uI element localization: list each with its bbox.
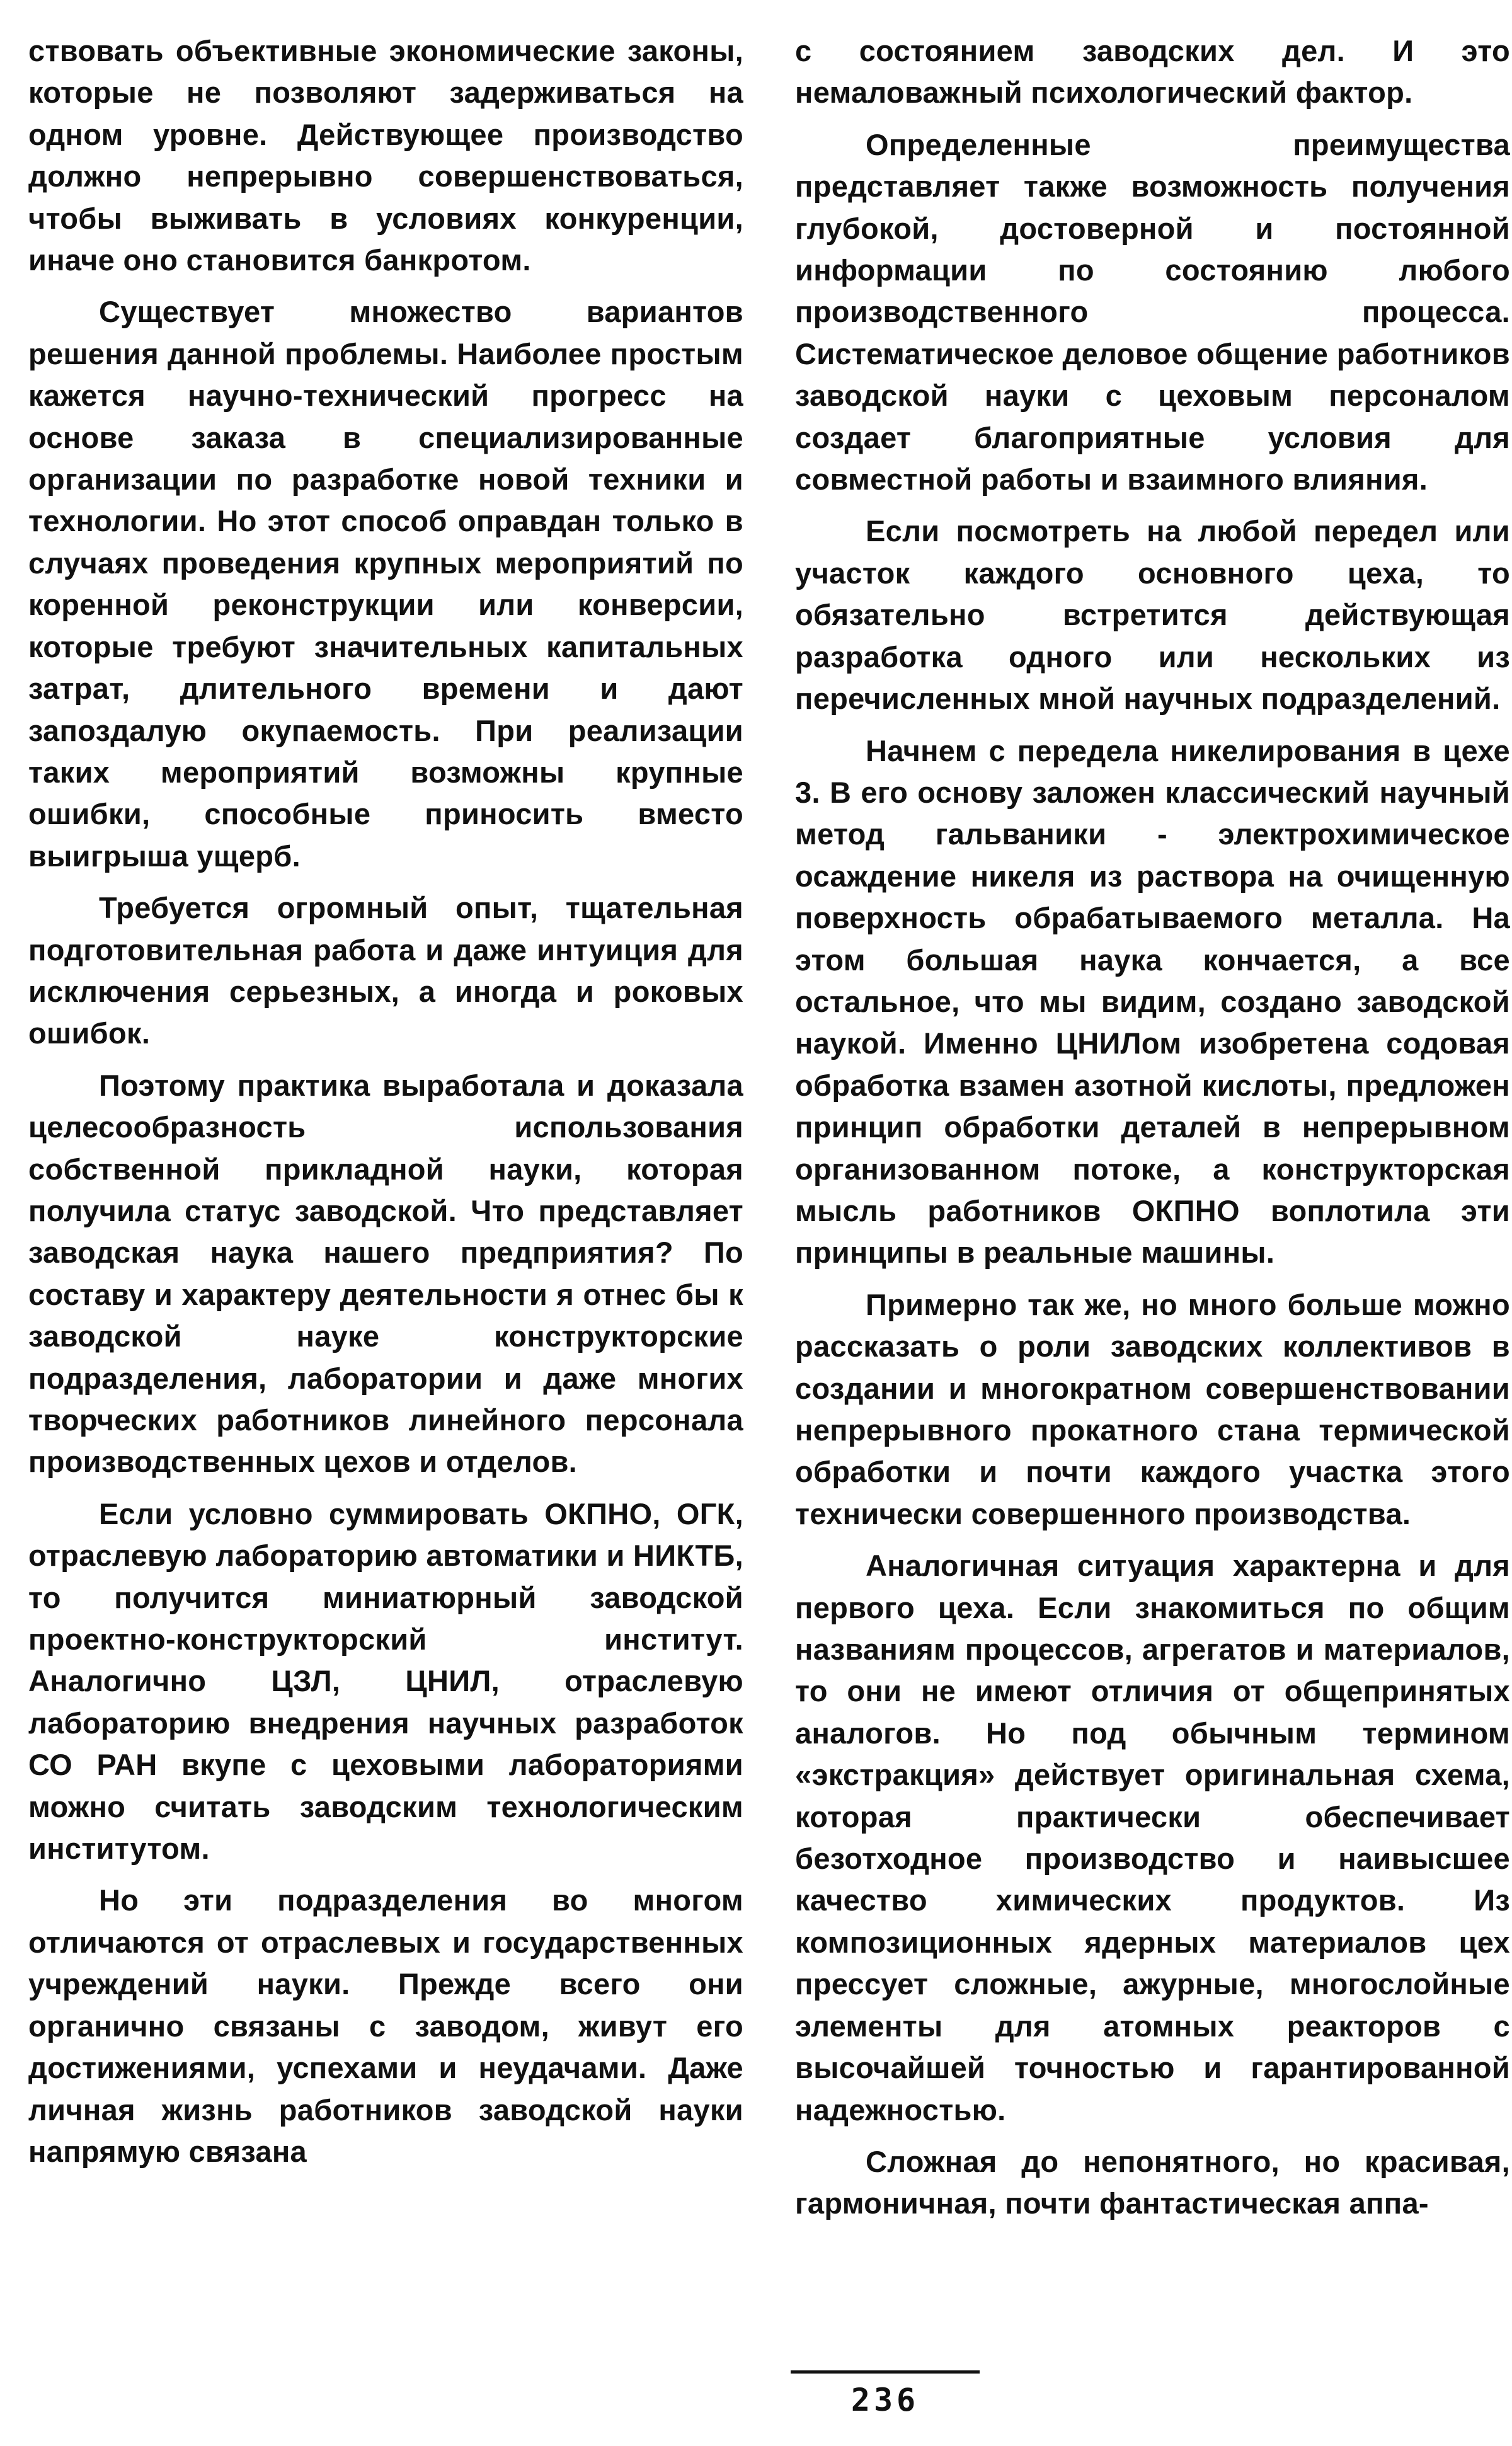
paragraph: Поэтому практика выработала и доказала целесообразность использования собственной прикладной науки, которая получила статус заводской. Что представляет заводская наука нашего предприятия? По составу и характеру деятельности я отнес бы к заводской науке конструкторские подразделения, лаборатории и даже многих творческих работников линейного персонала производственных цехов и отделов. — [28, 1068, 743, 1479]
left-column — [28, 30, 743, 2183]
right-column — [795, 30, 1510, 2235]
page-number: 236 — [850, 2382, 920, 2418]
footer-rule — [791, 2370, 980, 2374]
paragraph: Существует множество вариантов решения данной проблемы. Наиболее простым кажется научно-технический прогресс на основе заказа в специализированные организации по разработке новой техники и технологии. Но этот способ оправдан только в случаях проведения крупных мероприятий по коренной реконструкции или конверсии, которые требуют значительных капитальных затрат, длительного времени и дают запоздалую окупаемость. При реализации таких мероприятий возможны крупные ошибки, способные приносить вместо выигрыша ущерб. — [28, 295, 743, 873]
paragraph: с состоянием заводских дел. И это немаловажный психологический фактор. — [795, 34, 1510, 110]
paragraph: ствовать объективные экономические законы, которые не позволяют задерживаться на одном уровне. Действующее производство должно непрерывно совершенствоваться, чтобы выживать в условиях конкуренции, иначе оно становится банкротом. — [28, 34, 743, 277]
paragraph: Аналогичная ситуация характерна и для первого цеха. Если знакомиться по общим названиям процессов, агрегатов и материалов, то они не имеют отличия от общепринятых аналогов. Но под обычным термином «экстракция» действует оригинальная схема, которая практически обеспечивает безотходное производство и наивысшее качество химических продуктов. Из композиционных ядерных материалов цех прессует сложные, ажурные, многослойные элементы для атомных реакторов с высочайшей точностью и гарантированной надежностью. — [795, 1549, 1510, 2127]
paragraph: Примерно так же, но много больше можно рассказать о роли заводских коллективов в создании и многократном совершенствовании непрерывного прокатного стана термической обработки и почти каждого участка этого технически совершенного производства. — [795, 1287, 1510, 1530]
paragraph: Если условно суммировать ОКПНО, ОГК, отраслевую лабораторию автоматики и НИКТБ, то получится миниатюрный заводской проектно-конструкторский институт. Аналогично ЦЗЛ, ЦНИЛ, отраслевую лабораторию внедрения научных разработок СО РАН вкупе с цеховыми лабораториями можно считать заводским технологическим институтом. — [28, 1496, 743, 1866]
paragraph: Сложная до непонятного, но красивая, гармоничная, почти фантастическая аппа- — [795, 2144, 1510, 2220]
paragraph: Определенные преимущества представляет также возможность получения глубокой, достоверной и постоянной информации по состоянию любого производственного процесса. Систематическое деловое общение работников заводской науки с цеховым персоналом создает благоприятные условия для совместной работы и взаимного влияния. — [795, 127, 1510, 497]
paragraph: Требуется огромный опыт, тщательная подготовительная работа и даже интуиция для исключения серьезных, а иногда и роковых ошибок. — [28, 891, 743, 1050]
paragraph: Начнем с передела никелирования в цехе 3. В его основу заложен классический научный метод гальваники - электрохимическое осаждение никеля из раствора на очищенную поверхность обрабатываемого металла. На этом большая наука кончается, а все остальное, что мы видим, создано заводской наукой. Именно ЦНИЛом изобретена содовая обработка взамен азотной кислоты, предложен принцип обработки деталей в непрерывном организованном потоке, а конструкторская мысль работников ОКПНО воплотила эти принципы в реальные машины. — [795, 733, 1510, 1270]
paragraph: Но эти подразделения во многом отличаются от отраслевых и государственных учреждений науки. Прежде всего они органично связаны с заводом, живут его достижениями, успехами и неудачами. Даже личная жизнь работников заводской науки напрямую связана — [28, 1883, 743, 2168]
paragraph: Если посмотреть на любой передел или участок каждого основного цеха, то обязательно встретится действующая разработка одного или нескольких из перечисленных мной научных подразделений. — [795, 514, 1510, 716]
